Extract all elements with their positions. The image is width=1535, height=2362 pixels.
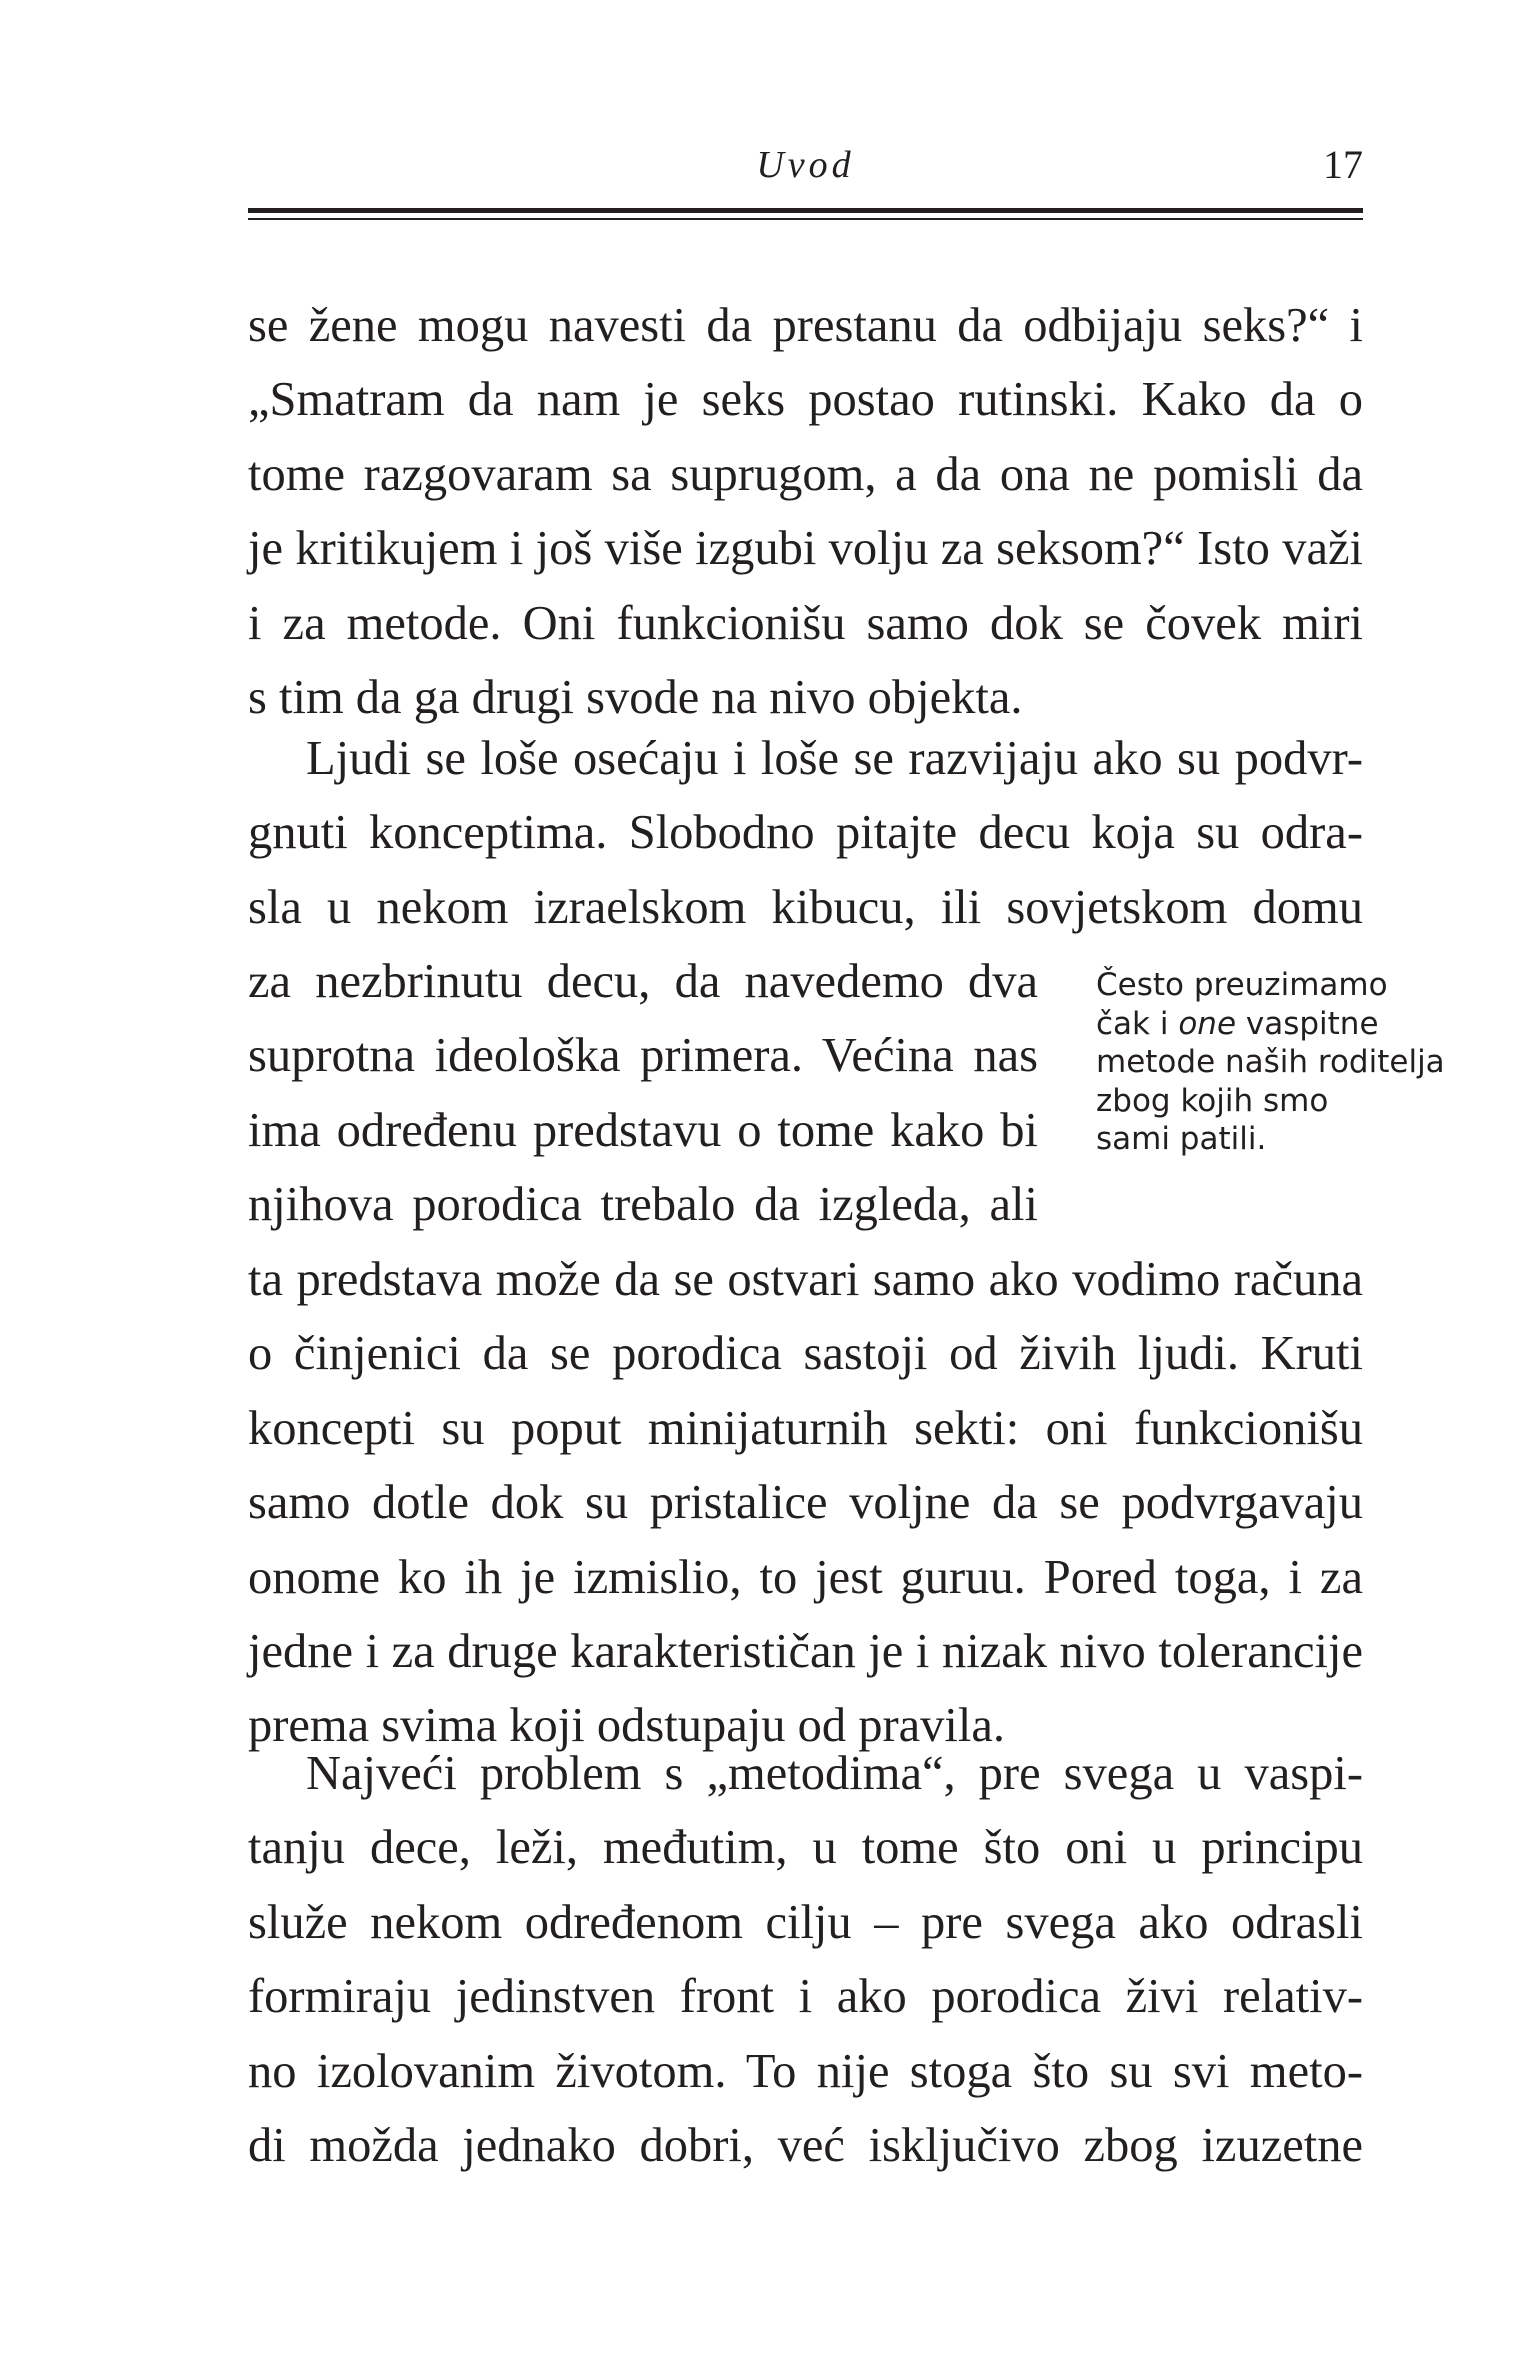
text-line: Najveći problem s „metodima“, pre svega u vaspi- (306, 1747, 1363, 1800)
text-line: „Smatram da nam je seks postao rutinski. Kako da o (248, 373, 1363, 427)
page-number: 17 (1323, 142, 1363, 187)
text-line: jedne i za druge karakterističan je i nizak nivo tolerancije (248, 1624, 1363, 1678)
text-line: i za metode. Oni funkcionišu samo dok se čovek miri (248, 596, 1363, 650)
paragraph-2-continued (248, 1243, 1363, 1764)
margin-note-line: sami patili. (1096, 1121, 1267, 1157)
text-line: formiraju jedinstven front i ako porodica živi relativ- (248, 1970, 1363, 2024)
margin-note-line (1096, 1005, 1476, 1044)
text-line: je kritikujem i još više izgubi volju za seksom?“ Isto važi (248, 522, 1363, 576)
running-head (248, 140, 1363, 190)
text-line: sla u nekom izraelskom kibucu, ili sovjetskom domu (248, 880, 1363, 934)
text-line: Ljudi se loše osećaju i loše se razvijaju ako su podvr- (306, 732, 1363, 785)
text-line: s tim da ga drugi svode na nivo objekta. (248, 670, 1023, 724)
text-line: tanju dece, leži, međutim, u tome što oni u principu (248, 1821, 1363, 1875)
text-line: tome razgovaram sa suprugom, a da ona ne pomisli da (248, 447, 1363, 501)
text-line: njihova porodica trebalo da izgleda, ali (248, 1178, 1038, 1232)
text-line: samo dotle dok su pristalice voljne da se podvrgavaju (248, 1476, 1363, 1530)
paragraph-3 (248, 1737, 1363, 2183)
margin-note-emphasis: one (1178, 1005, 1237, 1042)
margin-note (1096, 966, 1476, 1159)
margin-note-line: zbog kojih smo (1096, 1082, 1329, 1119)
margin-note-text: vaspitne (1236, 1005, 1379, 1042)
text-line: onome ko ih je izmislio, to jest guruu. Pored toga, i za (248, 1550, 1363, 1604)
text-line: ima određenu predstavu o tome kako bi (248, 1103, 1038, 1157)
margin-note-text: čak i (1096, 1005, 1179, 1042)
header-rule-thin (248, 218, 1363, 220)
text-line: ta predstava može da se ostvari samo ako vodimo računa (248, 1253, 1363, 1306)
text-line: za nezbrinutu decu, da navedemo dva (248, 955, 1038, 1008)
margin-note-line: Često preuzimamo (1096, 967, 1388, 1003)
text-line: gnuti konceptima. Slobodno pitajte decu koja su odra- (248, 806, 1363, 860)
text-line: di možda jednako dobri, već isključivo zbog izuzetne (248, 2118, 1363, 2172)
text-line: služe nekom određenom cilju – pre svega ako odrasli (248, 1895, 1363, 1949)
section-title: Uvod (756, 144, 855, 186)
text-line: se žene mogu navesti da prestanu da odbijaju seks?“ i (248, 299, 1363, 352)
text-line: prema svima koji odstupaju od pravila. (248, 1699, 1005, 1753)
text-line: suprotna ideološka primera. Većina nas (248, 1029, 1038, 1083)
text-line: no izolovanim životom. To nije stoga što su svi meto- (248, 2044, 1363, 2098)
margin-note-line: metode naših roditelja (1096, 1044, 1445, 1080)
paragraph-2 (248, 722, 1363, 945)
header-rule-thick (248, 208, 1363, 213)
text-line: koncepti su poput minijaturnih sekti: oni funkcionišu (248, 1401, 1363, 1455)
text-line: o činjenici da se porodica sastoji od živih ljudi. Kruti (248, 1327, 1363, 1381)
paragraph-1 (248, 289, 1363, 735)
